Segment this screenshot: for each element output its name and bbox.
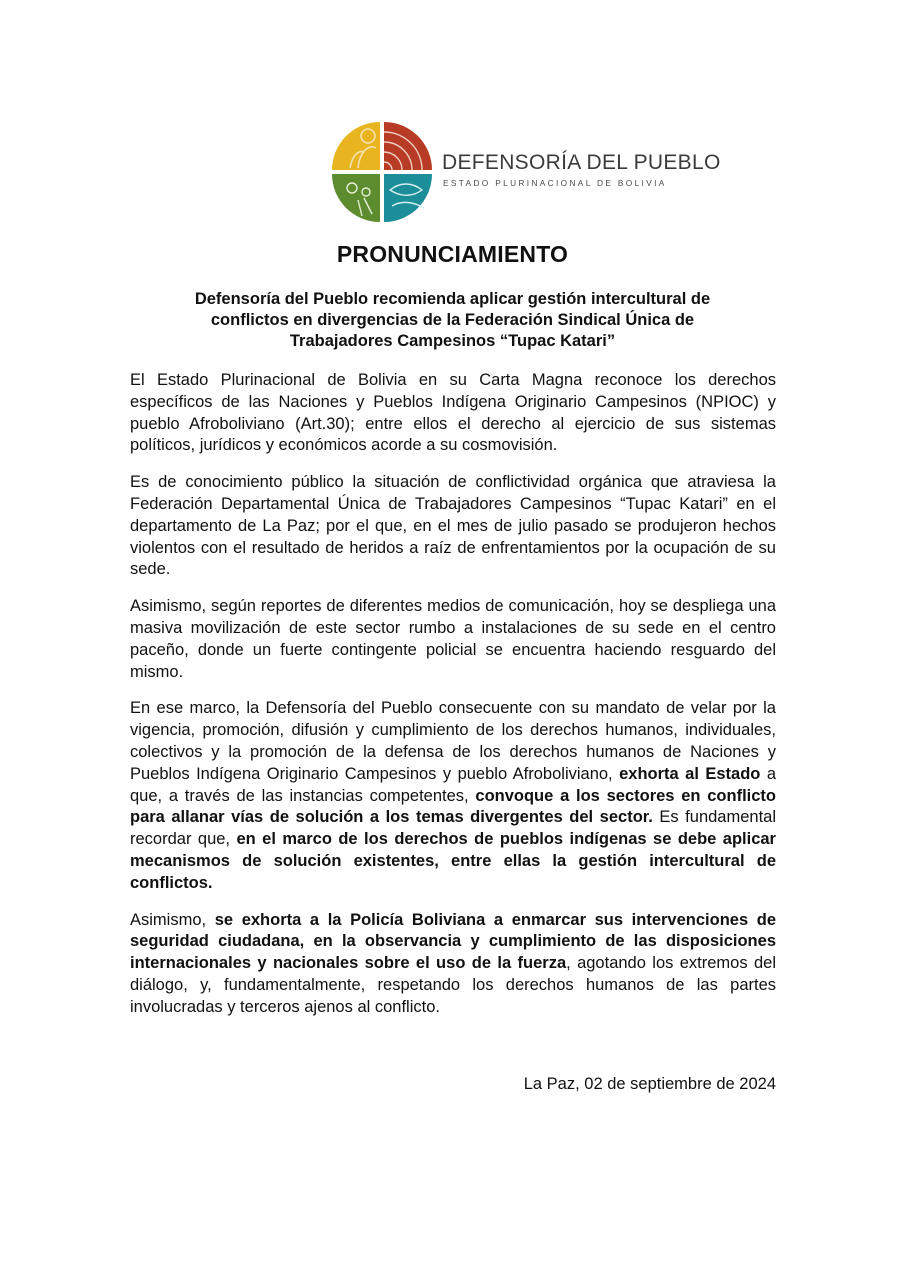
- paragraph-exhortation-state: [130, 698, 776, 894]
- subtitle-line: conflictos en divergencias de la Federación Sindical Única de: [210, 311, 695, 329]
- subtitle-line: Trabajadores Campesinos “Tupac Katari”: [289, 332, 616, 350]
- paragraph-text: Asimismo,: [130, 910, 215, 929]
- document-body: [130, 370, 776, 1034]
- paragraph-text: a que, a través de las instancias competentes,: [130, 764, 776, 805]
- paragraph-exhortation-police: [130, 910, 776, 1019]
- paragraph-text: El Estado Plurinacional de Bolivia en su Carta Magna reconoce los derechos específicos de las Naciones y Pueblos Indígena Originario Campesinos (NPIOC) y pueblo Afroboliviano (Art.30); entre ellos el derecho al ejercicio de sus sistemas políticos, jurídicos y económicos acorde a su cosmovisión.: [130, 371, 776, 455]
- bold-text: convoque a los sectores en conflicto para allanar vías de solución a los temas divergentes del sector.: [130, 786, 776, 827]
- bold-text: en el marco de los derechos de pueblos indígenas se debe aplicar mecanismos de solución existentes, entre ellas la gestión intercultural de conflictos.: [130, 830, 776, 892]
- paragraph-text: , agotando los extremos del diálogo, y, fundamentalmente, respetando los derechos humanos de las partes involucradas y terceros ajenos al conflicto.: [130, 954, 776, 1016]
- org-name: DEFENSORÍA DEL PUEBLO: [442, 151, 721, 174]
- subtitle-line: Defensoría del Pueblo recomienda aplicar gestión intercultural de: [194, 290, 711, 308]
- org-logo: [330, 120, 721, 225]
- bold-text: exhorta al Estado: [619, 764, 761, 783]
- document-date: La Paz, 02 de septiembre de 2024: [523, 1075, 776, 1093]
- paragraph-text: En ese marco, la Defensoría del Pueblo consecuente con su mandato de velar por la vigencia, promoción, difusión y cumplimiento de los derechos humanos, individuales, colectivos y la promoción de la defensa de los derechos humanos de Naciones y Pueblos Indígena Originario Campesinos y pueblo Afroboliviano,: [130, 699, 776, 783]
- paragraph-mobilization: [130, 596, 776, 683]
- paragraph-conflict: [130, 472, 776, 581]
- paragraph-text: Asimismo, según reportes de diferentes medios de comunicación, hoy se despliega una masiva movilización de este sector rumbo a instalaciones de su sede en el centro paceño, donde un fuerte contingente policial se encuentra haciendo resguardo del mismo.: [130, 597, 776, 681]
- paragraph-constitution: [130, 370, 776, 457]
- page-title: PRONUNCIAMIENTO: [336, 241, 569, 267]
- paragraph-text: Es fundamental recordar que,: [130, 808, 776, 849]
- document-subtitle: [150, 289, 755, 352]
- defensoria-logo-icon: [330, 120, 434, 224]
- org-subtitle: ESTADO PLURINACIONAL DE BOLIVIA: [443, 178, 667, 188]
- bold-text: se exhorta a la Policía Boliviana a enmarcar sus intervenciones de seguridad ciudadana, en la observancia y cumplimiento de las disposiciones internacionales y nacionales sobre el uso de la fuerza: [130, 910, 777, 973]
- paragraph-text: Es de conocimiento público la situación de conflictividad orgánica que atraviesa la Federación Departamental Única de Trabajadores Campesinos “Tupac Katari” en el departamento de La Paz; por el que, en el mes de julio pasado se produjeron hechos violentos con el resultado de heridos a raíz de enfrentamientos por la ocupación de su sede.: [130, 473, 776, 579]
